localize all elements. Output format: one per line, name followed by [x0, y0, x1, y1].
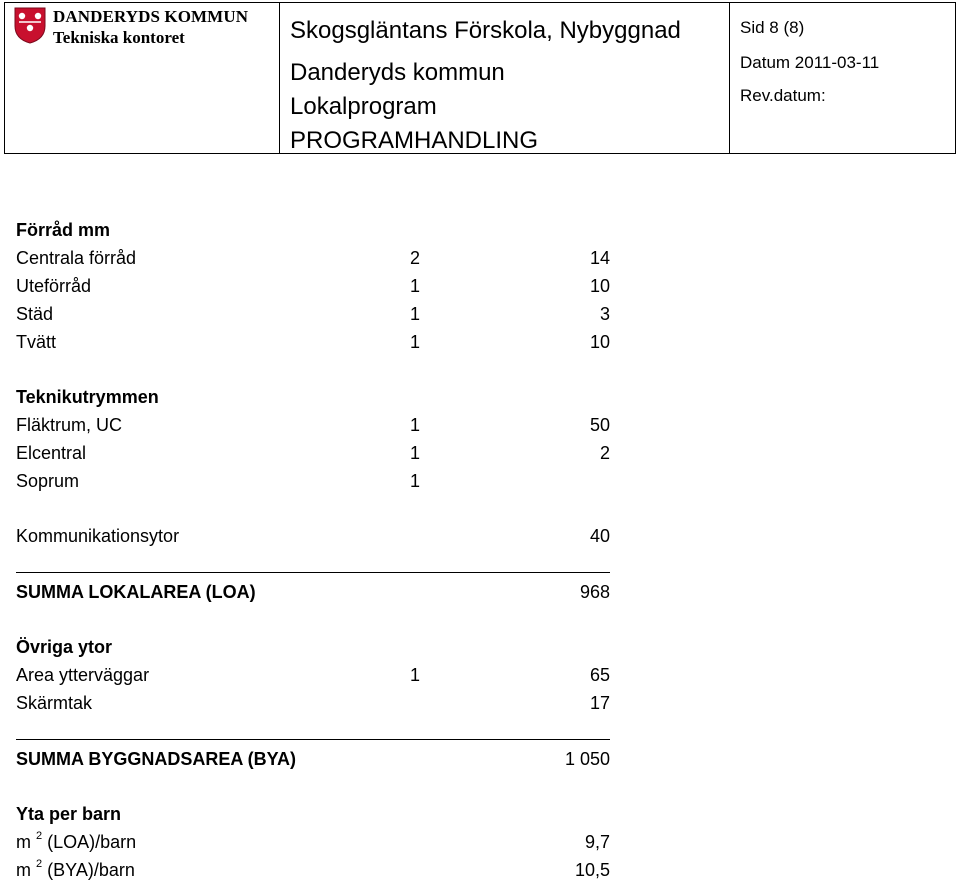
unit-prefix: m [16, 860, 31, 880]
coat-of-arms-icon [13, 6, 47, 44]
document-date: Datum 2011-03-11 [740, 53, 880, 72]
table-row: m $^2$ (BYA)/barn 10,5 [16, 858, 610, 880]
table-row: Centrala förråd 2 14 [16, 248, 610, 268]
project-title: Skogsgläntans Förskola, Nybyggnad [290, 17, 681, 44]
page-number: Sid 8 (8) [740, 18, 805, 37]
section-heading-technical: Teknikutrymmen [16, 387, 159, 407]
document-phase: PROGRAMHANDLING [290, 127, 539, 154]
revision-date: Rev.datum: [740, 86, 826, 105]
section-heading-other: Övriga ytor [16, 637, 113, 657]
table-row: Area ytterväggar 1 65 [16, 665, 610, 685]
logo-cell [5, 3, 280, 153]
table-row: Skärmtak 17 [16, 693, 610, 713]
document-type: Lokalprogram [290, 93, 437, 120]
section-heading-area-per-child: Yta per barn [16, 804, 122, 824]
total-row-bya: SUMMA BYGGNADSAREA (BYA) 1 050 [16, 749, 610, 769]
table-row: Städ 1 3 [16, 304, 610, 324]
table-row-communication: Kommunikationsytor 40 [16, 526, 610, 546]
divider [16, 739, 610, 740]
section-heading-storage: Förråd mm [16, 220, 111, 240]
unit-prefix: m [16, 832, 31, 852]
meta-cell [729, 3, 955, 153]
table-row: Fläktrum, UC 1 50 [16, 415, 610, 435]
table-row: Soprum 1 [16, 471, 421, 491]
unit-exponent: 2 [36, 858, 43, 870]
logo-title: DANDERYDS KOMMUN [53, 7, 249, 26]
divider [16, 572, 610, 573]
table-row: Elcentral 1 2 [16, 443, 610, 463]
title-cell [279, 3, 730, 153]
municipality-name: Danderyds kommun [290, 59, 505, 86]
unit-exponent: 2 [36, 830, 43, 842]
document-header [4, 2, 956, 154]
table-row: Uteförråd 1 10 [16, 276, 610, 296]
logo-subtitle: Tekniska kontoret [53, 28, 185, 47]
table-row: Tvätt 1 10 [16, 332, 610, 352]
table-row: m $^2$ (LOA)/barn 9,7 [16, 830, 610, 852]
municipality-logo [13, 6, 248, 48]
total-row-loa: SUMMA LOKALAREA (LOA) 968 [16, 582, 610, 602]
